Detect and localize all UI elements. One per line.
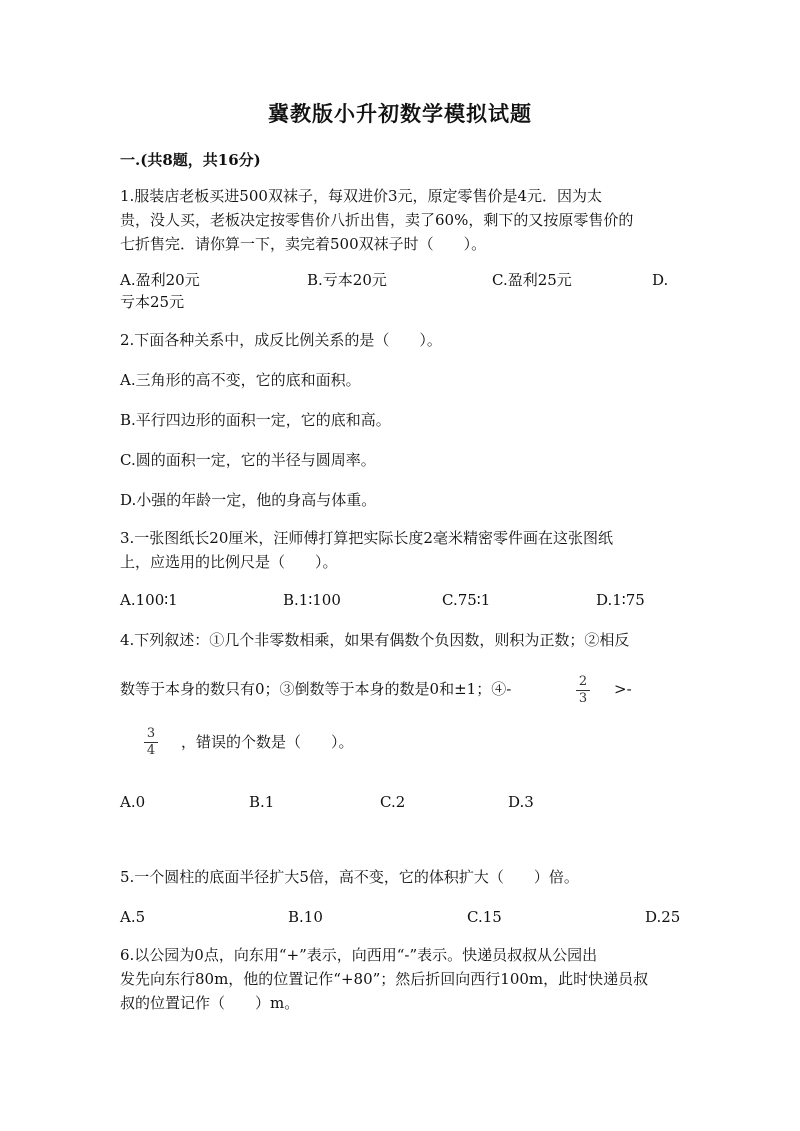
q4-option-b: B.1 <box>249 793 275 811</box>
q4-fraction-two-thirds <box>576 675 590 706</box>
page-title: 冀教版小升初数学模拟试题 <box>268 101 532 126</box>
q1-stem-line2: 贵，没人买，老板决定按零售价八折出售，卖了60%，剩下的又按原零售价的 <box>120 211 634 229</box>
q5-option-b: B.10 <box>288 908 323 926</box>
q2-option-d: D.小强的年龄一定，他的身高与体重。 <box>120 491 377 509</box>
q4-stem-line2: 数等于本身的数只有0；③倒数等于本身的数是0和±1；④- <box>120 680 512 698</box>
q3-stem-line2: 上，应选用的比例尺是（ ）。 <box>120 553 338 571</box>
q5-option-a: A.5 <box>120 908 146 926</box>
q2-option-a: A.三角形的高不变，它的底和面积。 <box>120 371 361 389</box>
q1-stem-line3: 七折售完．请你算一下，卖完着500双袜子时（ ）。 <box>120 235 487 253</box>
q3-stem-line1: 3.一张图纸长20厘米，汪师傅打算把实际长度2毫米精密零件画在这张图纸 <box>120 529 613 547</box>
q4-frac1-denominator: 3 <box>578 691 588 706</box>
q5-option-c: C.15 <box>467 908 502 926</box>
q1-option-d: D. <box>652 271 669 289</box>
q1-option-c: C.盈利25元 <box>492 271 572 289</box>
q1-option-a: A.盈利20元 <box>120 271 200 289</box>
section-heading: 一.(共8题，共16分) <box>120 151 261 169</box>
q5-option-d: D.25 <box>645 908 681 926</box>
q4-frac1-numerator: 2 <box>578 674 588 689</box>
q3-option-d: D.1∶75 <box>596 591 645 609</box>
q6-stem-line2: 发先向东行80m，他的位置记作“+80”；然后折回向西行100m，此时快递员叔 <box>120 970 649 988</box>
q2-stem: 2.下面各种关系中，成反比例关系的是（ ）。 <box>120 331 442 349</box>
q4-compare-text: >- <box>614 680 632 698</box>
q6-stem-line1: 6.以公园为0点，向东用“+”表示，向西用“-”表示。快递员叔叔从公园出 <box>120 946 598 964</box>
q4-stem-line1: 4.下列叙述：①几个非零数相乘，如果有偶数个负因数，则积为正数；②相反 <box>120 631 630 649</box>
q1-stem-line1: 1.服装店老板买进500双袜子，每双进价3元，原定零售价是4元．因为太 <box>120 187 603 205</box>
q4-frac2-numerator: 3 <box>146 726 156 741</box>
q4-option-a: A.0 <box>120 793 146 811</box>
q4-fraction-three-quarters <box>144 727 158 758</box>
q4-option-c: C.2 <box>380 793 406 811</box>
q4-stem-line3: ，错误的个数是（ ）。 <box>181 733 354 751</box>
q3-option-c: C.75∶1 <box>442 591 491 609</box>
q6-stem-line3: 叔的位置记作（ ）m。 <box>120 994 300 1012</box>
q3-option-b: B.1∶100 <box>283 591 341 609</box>
q1-option-b: B.亏本20元 <box>307 271 387 289</box>
q2-option-b: B.平行四边形的面积一定，它的底和高。 <box>120 411 391 429</box>
q5-stem: 5.一个圆柱的底面半径扩大5倍，高不变，它的体积扩大（ ）倍。 <box>120 868 579 886</box>
q4-frac2-denominator: 4 <box>146 743 156 758</box>
q4-option-d: D.3 <box>508 793 534 811</box>
q1-option-d-text: 亏本25元 <box>120 293 185 311</box>
q3-option-a: A.100∶1 <box>120 591 178 609</box>
q2-option-c: C.圆的面积一定，它的半径与圆周率。 <box>120 451 376 469</box>
